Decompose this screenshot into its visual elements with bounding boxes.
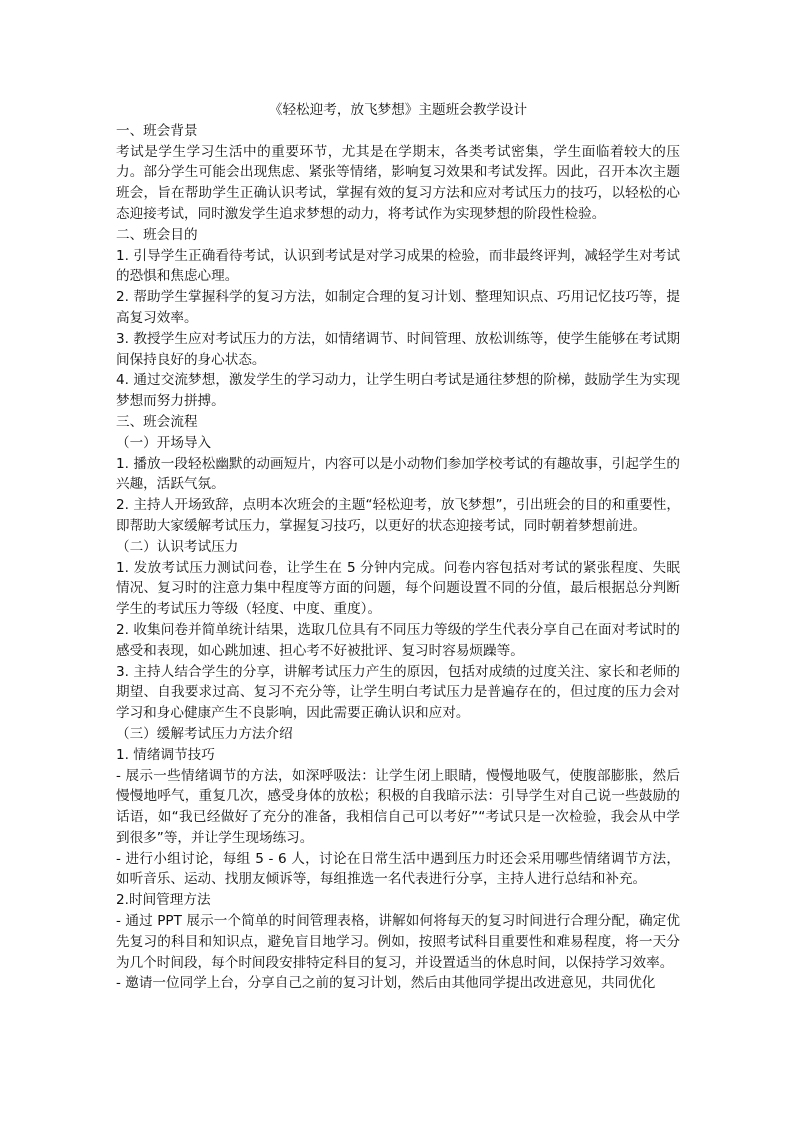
emotion-item-1: - 展示一些情绪调节的方法，如深呼吸法：让学生闭上眼睛，慢慢地吸气，使腹部膨胀，然后慢慢地呼气，重复几次，感受身体的放松；积极的自我暗示法：引导学生对自己说一些鼓励的话语，如“我已经做好了充分的准备，我相信自己可以考好”“考试只是一次检验，我会从中学到很多”等，并让学生现场练习。 xyxy=(116,767,680,846)
section-heading-background: 一、班会背景 xyxy=(116,122,198,139)
time-item-2: - 邀请一位同学上台，分享自己之前的复习计划，然后由其他同学提出改进意见，共同优化 xyxy=(116,975,656,992)
document-title: 《轻松迎考，放飞梦想》主题班会教学设计 xyxy=(268,102,528,118)
document-page xyxy=(116,100,680,994)
subsection-heading-methods: （三）缓解考试压力方法介绍 xyxy=(116,725,293,742)
section-heading-purpose: 二、班会目的 xyxy=(116,226,198,243)
subsection-heading-pressure: （二）认识考试压力 xyxy=(116,538,239,555)
purpose-item-1: 1. 引导学生正确看待考试，认识到考试是对学习成果的检验，而非最终评判，减轻学生对考试的恐惧和焦虑心理。 xyxy=(116,247,680,285)
pressure-item-2: 2. 收集问卷并简单统计结果，选取几位具有不同压力等级的学生代表分享自己在面对考试时的感受和表现，如心跳加速、担心考不好被批评、复习时容易烦躁等。 xyxy=(116,621,680,659)
section-heading-process: 三、班会流程 xyxy=(116,413,198,430)
emotion-item-2: - 进行小组讨论，每组 5 - 6 人，讨论在日常生活中遇到压力时还会采用哪些情绪调节方法，如听音乐、运动、找朋友倾诉等，每组推选一名代表进行分享，主持人进行总结和补充。 xyxy=(116,850,680,888)
purpose-item-2: 2. 帮助学生掌握科学的复习方法，如制定合理的复习计划、整理知识点、巧用记忆技巧等，提高复习效率。 xyxy=(116,289,680,326)
background-paragraph: 考试是学生学习生活中的重要环节，尤其是在学期末，各类考试密集，学生面临着较大的压力。部分学生可能会出现焦虑、紧张等情绪，影响复习效果和考试发挥。因此，召开本次主题班会，旨在帮助学生正确认识考试，掌握有效的复习方法和应对考试压力的技巧，以轻松的心态迎接考试，同时激发学生追求梦想的动力，将考试作为实现梦想的阶段性检验。 xyxy=(116,143,680,222)
pressure-item-1: 1. 发放考试压力测试问卷，让学生在 5 分钟内完成。问卷内容包括对考试的紧张程度、失眠情况、复习时的注意力集中程度等方面的问题，每个问题设置不同的分值，最后根据总分判断学生的考试压力等级（轻度、中度、重度）。 xyxy=(116,559,680,618)
opening-item-1: 1. 播放一段轻松幽默的动画短片，内容可以是小动物们参加学校考试的有趣故事，引起学生的兴趣，活跃气氛。 xyxy=(116,455,680,493)
opening-item-2: 2. 主持人开场致辞，点明本次班会的主题“轻松迎考，放飞梦想”，引出班会的目的和重要性，即帮助大家缓解考试压力，掌握复习技巧，以更好的状态迎接考试，同时朝着梦想前进。 xyxy=(116,497,680,534)
method-heading-emotion: 1. 情绪调节技巧 xyxy=(116,746,215,763)
method-heading-time: 2.时间管理方法 xyxy=(116,892,211,909)
pressure-item-3: 3. 主持人结合学生的分享，讲解考试压力产生的原因，包括对成绩的过度关注、家长和老师的期望、自我要求过高、复习不充分等，让学生明白考试压力是普遍存在的，但过度的压力会对学习和身心健康产生不良影响，因此需要正确认识和应对。 xyxy=(116,663,680,722)
subsection-heading-opening: （一）开场导入 xyxy=(116,434,212,451)
purpose-item-3: 3. 教授学生应对考试压力的方法，如情绪调节、时间管理、放松训练等，使学生能够在考试期间保持良好的身心状态。 xyxy=(116,330,680,368)
time-item-1: - 通过 PPT 展示一个简单的时间管理表格，讲解如何将每天的复习时间进行合理分配，确定优先复习的科目和知识点，避免盲目地学习。例如，按照考试科目重要性和难易程度，将一天分为几个时间段，每个时间段安排特定科目的复习，并设置适当的休息时间，以保持学习效率。 xyxy=(116,913,680,971)
purpose-item-4: 4. 通过交流梦想，激发学生的学习动力，让学生明白考试是通往梦想的阶梯，鼓励学生为实现梦想而努力拼搏。 xyxy=(116,372,680,410)
